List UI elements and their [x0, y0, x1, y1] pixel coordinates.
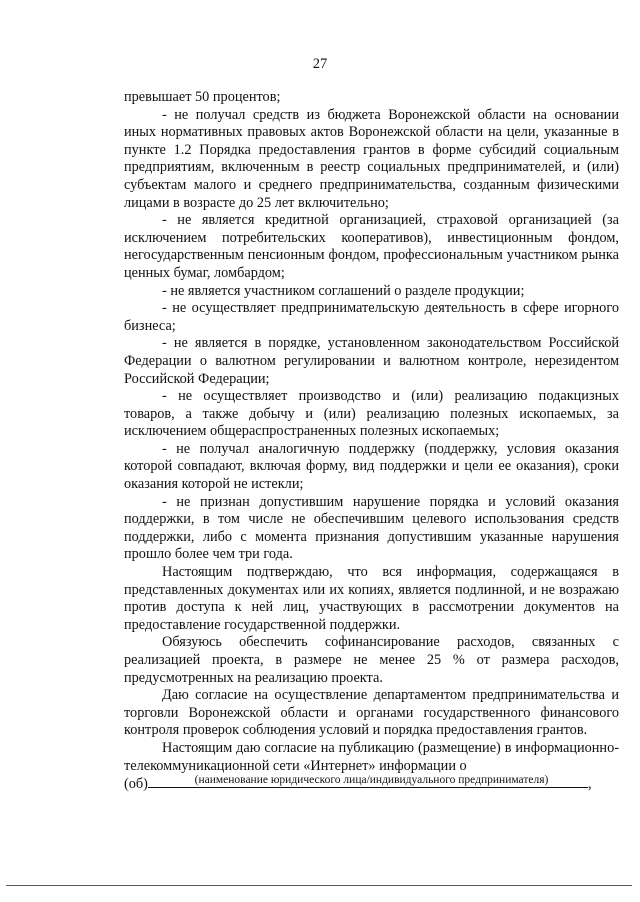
- paragraph-13: Настоящим даю согласие на публикацию (размещение) в информационно-телекоммуникационной сети «Интернет» информации о: [124, 739, 619, 774]
- paragraph-2: - не получал средств из бюджета Воронежской области на основании иных нормативных правовых актов Воронежской области на цели, указанные в пункте 1.2 Порядка предоставления грантов в форме субсидий социальным предприятиям, включенным в реестр социальных предпринимателей, и (или) субъектам малого и среднего предпринимательства, созданным физическими лицами в возрасте до 25 лет включительно;: [124, 106, 619, 211]
- page-number: 27: [312, 56, 328, 72]
- footer-divider: [6, 885, 632, 886]
- paragraph-8: - не получал аналогичную поддержку (поддержку, условия оказания которой совпадают, включая форму, вид поддержки и цели ее оказания), сроки оказания которой не истекли;: [124, 440, 619, 493]
- fill-suffix: ,: [587, 776, 592, 793]
- fill-prefix: (об): [124, 776, 148, 793]
- paragraph-6: - не является в порядке, установленном законодательством Российской Федерации о валютном регулировании и валютном контроле, нерезидентом Российской Федерации;: [124, 335, 619, 387]
- paragraph-9: - не признан допустившим нарушение порядка и условий оказания поддержки, в том числе не обеспечившим целевого использования средств поддержки, либо с момента признания допустившим указанные нарушения прошло более чем три года.: [124, 493, 619, 563]
- paragraph-11: Обязуюсь обеспечить софинансирование расходов, связанных с реализацией проекта, в размере не менее 25 % от размера расходов, предусмотренных на реализацию проекта.: [124, 634, 619, 686]
- paragraph-12: Даю согласие на осуществление департаментом предпринимательства и торговли Воронежской области и органами государственного финансового контроля проверок соблюдения условий и порядка предоставления грантов.: [124, 687, 619, 739]
- paragraph-3: - не является кредитной организацией, страховой организацией (за исключением потребительских кооперативов), инвестиционным фондом, негосударственным пенсионным фондом, профессиональным участником рынка ценных бумаг, ломбардом;: [124, 212, 619, 281]
- fill-caption: (наименование юридического лица/индивидуального предпринимателя): [194, 774, 549, 786]
- paragraph-4: - не является участником соглашений о разделе продукции;: [162, 282, 525, 299]
- paragraph-1: превышает 50 процентов;: [124, 89, 281, 105]
- paragraph-5: - не осуществляет предпринимательскую деятельность в сфере игорного бизнеса;: [124, 300, 619, 334]
- paragraph-7: - не осуществляет производство и (или) реализацию подакцизных товаров, а также добычу и (или) реализацию полезных ископаемых, за исключением общераспространенных полезных ископаемых;: [124, 388, 619, 440]
- document-body: [124, 89, 619, 794]
- paragraph-10: Настоящим подтверждаю, что вся информация, содержащаяся в представленных документах или их копиях, является подлинной, и не возражаю против доступа к ней лиц, участвующих в рассмотрении документов на предоставление государственной поддержки.: [124, 564, 619, 633]
